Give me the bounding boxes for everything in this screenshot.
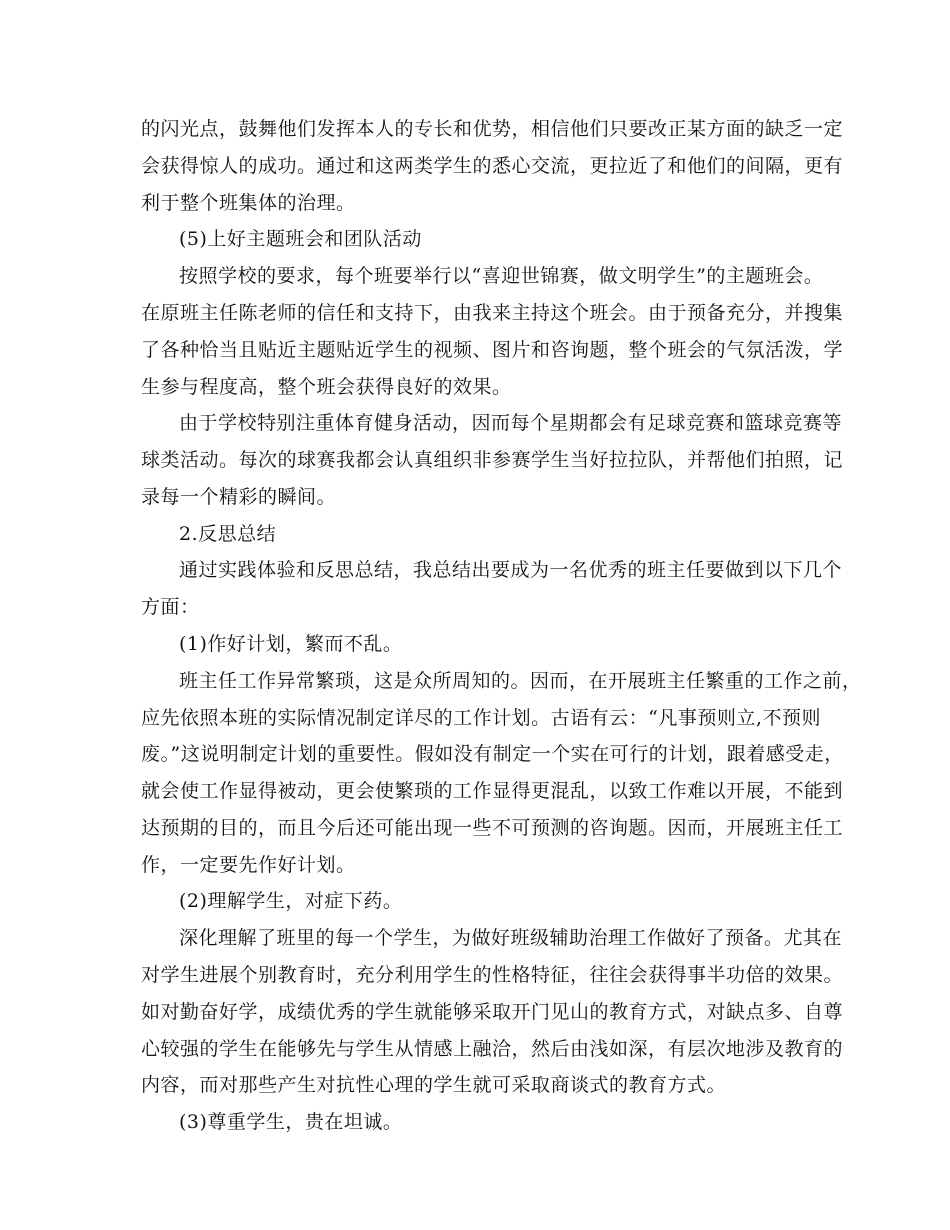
- paragraph-line: 废。”这说明制定计划的重要性。假如没有制定一个实在可行的计划，跟着感受走，: [141, 743, 844, 765]
- paragraph-line: 内容，而对那些产生对抗性心理的学生就可采取商谈式的教育方式。: [141, 1074, 727, 1096]
- paragraph-line: 通过实践体验和反思总结，我总结出要成为一名优秀的班主任要做到以下几个: [179, 559, 843, 581]
- paragraph-line: 作，一定要先作好计划。: [141, 854, 356, 876]
- paragraph-line: 生参与程度高，整个班会获得良好的效果。: [141, 376, 512, 398]
- section-heading: (2)理解学生，对症下药。: [179, 890, 403, 912]
- paragraph-line: 按照学校的要求，每个班要举行以“喜迎世锦赛，做文明学生”的主题班会。: [179, 265, 824, 287]
- paragraph-line: 深化理解了班里的每一个学生，为做好班级辅助治理工作做好了预备。尤其在: [179, 927, 843, 949]
- section-heading: (1)作好计划，繁而不乱。: [179, 633, 403, 655]
- paragraph-line: 应先依照本班的实际情况制定详尽的工作计划。古语有云：“凡事预则立,不预则: [141, 707, 821, 729]
- paragraph-line: 的闪光点，鼓舞他们发挥本人的专长和优势，相信他们只要改正某方面的缺乏一定: [141, 118, 844, 140]
- paragraph-line: 会获得惊人的成功。通过和这两类学生的悉心交流，更拉近了和他们的间隔，更有: [141, 155, 844, 177]
- paragraph-line: 方面：: [141, 596, 200, 618]
- paragraph-line: 由于学校特别注重体育健身活动，因而每个星期都会有足球竞赛和篮球竞赛等: [179, 412, 843, 434]
- paragraph-line: 如对勤奋好学，成绩优秀的学生就能够采取开门见山的教育方式，对缺点多、自尊: [141, 1001, 844, 1023]
- paragraph-line: 就会使工作显得被动，更会使繁琐的工作显得更混乱，以致工作难以开展，不能到: [141, 780, 844, 802]
- paragraph-line: 在原班主任陈老师的信任和支持下，由我来主持这个班会。由于预备充分，并搜集: [141, 302, 844, 324]
- paragraph-line: 对学生进展个别教育时，充分利用学生的性格特征，往往会获得事半功倍的效果。: [141, 964, 844, 986]
- paragraph-line: 达预期的目的，而且今后还可能出现一些不可预测的咨询题。因而，开展班主任工: [141, 817, 844, 839]
- section-heading: (3)尊重学生，贵在坦诚。: [179, 1111, 403, 1133]
- section-heading: (5)上好主题班会和团队活动: [179, 228, 422, 250]
- paragraph-line: 心较强的学生在能够先与学生从情感上融洽，然后由浅如深，有层次地涉及教育的: [141, 1038, 844, 1060]
- paragraph-line: 利于整个班集体的治理。: [141, 192, 356, 214]
- paragraph-line: 球类活动。每次的球赛我都会认真组织非参赛学生当好拉拉队，并帮他们拍照，记: [141, 449, 844, 471]
- paragraph-line: 录每一个精彩的瞬间。: [141, 486, 337, 508]
- paragraph-line: 了各种恰当且贴近主题贴近学生的视频、图片和咨询题，整个班会的气氛活泼，学: [141, 339, 844, 361]
- section-heading: 2.反思总结: [179, 523, 277, 545]
- paragraph-line: 班主任工作异常繁琐，这是众所周知的。因而，在开展班主任繁重的工作之前，: [179, 670, 862, 692]
